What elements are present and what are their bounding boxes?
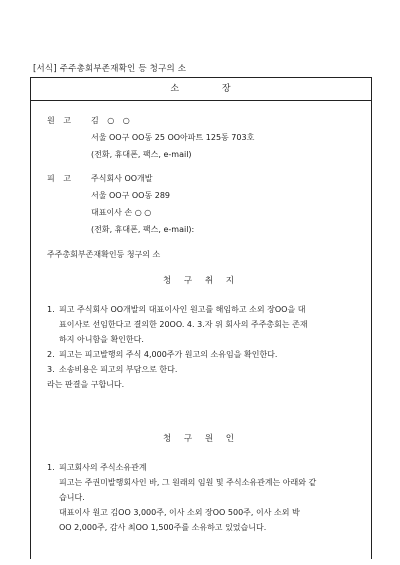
plaintiff-contact: (전화, 휴대폰, 팩스, e-mail) — [91, 150, 192, 159]
claims-list — [47, 302, 365, 392]
claim-line: 표이사로 선임한다고 결의한 20OO. 4. 3.자 위 회사의 주주총회는 존재 — [59, 320, 308, 329]
defendant-label: 피 고 — [47, 174, 74, 183]
claim-number: 2. — [47, 350, 55, 359]
claim-item-1 — [47, 302, 365, 347]
cause-line: 습니다. — [59, 493, 85, 502]
form-caption: [서식] 주주총회부존재확인 등 청구의 소 — [33, 64, 187, 74]
document-title — [31, 78, 371, 101]
cause-title: 피고회사의 주식소유관계 — [59, 463, 147, 472]
cause-item-1 — [47, 460, 365, 535]
defendant-representative: 대표이사 손 ○ ○ — [91, 208, 152, 217]
claim-line: 피고 주식회사 OO개발의 대표이사인 원고를 해임하고 소외 장OO을 대 — [59, 305, 306, 314]
claim-number: 3. — [47, 365, 55, 374]
complaint-frame — [30, 77, 372, 559]
claim-item-3 — [47, 362, 365, 377]
claim-closing: 라는 판결을 구합니다. — [47, 380, 125, 389]
claim-line: 소송비용은 피고의 부담으로 한다. — [59, 365, 178, 374]
plaintiff-address: 서울 OO구 OO동 25 OO아파트 125동 703호 — [91, 133, 255, 142]
cause-line: OO 2,000주, 감사 최OO 1,500주를 소유하고 있었습니다. — [59, 523, 267, 532]
defendant-contact: (전화, 휴대폰, 팩스, e-mail): — [91, 225, 195, 234]
cause-list — [47, 460, 365, 535]
cause-number: 1. — [47, 463, 55, 472]
cause-heading: 청 구 원 인 — [163, 434, 239, 444]
claim-heading: 청 구 취 지 — [163, 276, 239, 286]
case-name: 주주총회부존재확인등 청구의 소 — [47, 250, 161, 259]
claim-line: 피고는 피고발행의 주식 4,000주가 원고의 소유임을 확인한다. — [59, 350, 278, 359]
title-char-2: 장 — [221, 84, 232, 94]
title-char-1: 소 — [170, 84, 181, 94]
defendant-name: 주식회사 OO개발 — [91, 174, 153, 183]
claim-item-2 — [47, 347, 365, 362]
claim-number: 1. — [47, 305, 55, 314]
cause-line: 대표이사 원고 김OO 3,000주, 이사 소외 장OO 500주, 이사 소외 박 — [59, 508, 300, 517]
defendant-address: 서울 OO구 OO동 289 — [91, 191, 170, 200]
cause-line: 피고는 주권미발행회사인 바, 그 원래의 임원 및 주식소유관계는 아래와 같 — [59, 478, 317, 487]
claim-line: 하지 아니함을 확인한다. — [59, 335, 144, 344]
plaintiff-label: 원 고 — [47, 116, 74, 125]
plaintiff-name: 김 ○ ○ — [91, 116, 133, 125]
